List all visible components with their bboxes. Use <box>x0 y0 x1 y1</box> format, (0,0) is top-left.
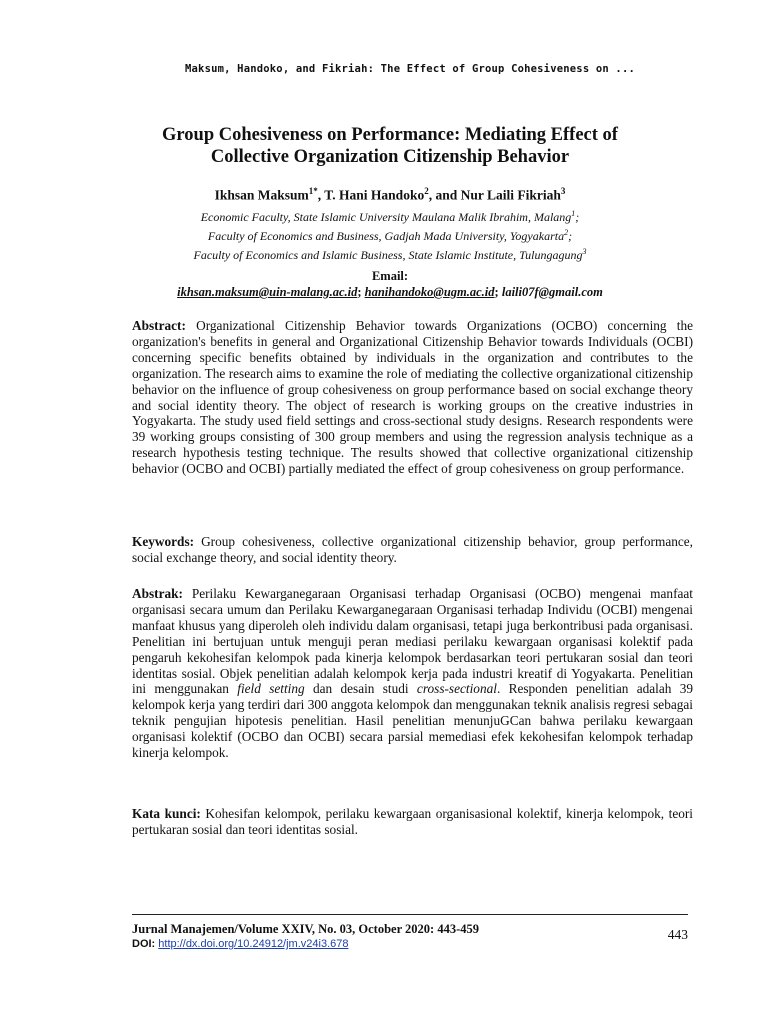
footer-divider <box>132 914 688 915</box>
email-link-2[interactable]: hanihandoko@ugm.ac.id <box>364 285 495 299</box>
email-label: Email: <box>371 269 409 283</box>
author-2-sup: 2 <box>424 186 429 196</box>
author-3: , and Nur Laili Fikriah <box>428 187 561 203</box>
abstrak-italic-2: cross-sectional <box>416 681 497 697</box>
author-2: , T. Hani Handoko <box>317 187 425 203</box>
affiliation-1-sup: 1 <box>571 209 576 218</box>
email-sep-1: ; <box>357 285 365 299</box>
abstrak-text-2: dan desain studi <box>304 681 417 697</box>
kata-kunci-label: Kata kunci: <box>132 806 201 821</box>
author-3-sup: 3 <box>560 186 566 196</box>
abstrak-label: Abstrak: <box>132 586 183 601</box>
author-1: Ikhsan Maksum <box>214 187 309 203</box>
doi-label: DOI: <box>132 938 156 950</box>
affiliation-1 <box>110 206 670 225</box>
running-head: Maksum, Handoko, and Fikriah: The Effect of Group Cohesiveness on ... <box>185 63 635 75</box>
affiliation-2 <box>110 225 670 244</box>
affiliation-1-end: ; <box>575 210 580 224</box>
affiliation-2-text: Faculty of Economics and Business, Gadjah Mada University, Yogyakarta <box>207 229 565 243</box>
title-line-1: Group Cohesiveness on Performance: Mediating Effect of <box>162 125 618 145</box>
author-list <box>110 186 670 204</box>
title-line-2: Collective Organization Citizenship Behavior <box>210 147 570 167</box>
kata-kunci-text: Kohesifan kelompok, perilaku kewargaan organisasional kolektif, kinerja kelompok, teori pertukaran sosial dan teori identitas sosial. <box>132 806 693 837</box>
keywords-label: Keywords: <box>132 534 195 549</box>
footer-journal-citation: Jurnal Manajemen/Volume XXIV, No. 03, October 2020: 443-459 <box>132 922 479 936</box>
affiliations <box>110 206 670 263</box>
footer-doi <box>132 938 348 950</box>
email-link-1[interactable]: ikhsan.maksum@uin-malang.ac.id <box>177 285 358 299</box>
paper-title <box>110 124 670 168</box>
email-link-3[interactable]: laili07f@gmail.com <box>501 285 603 299</box>
page-number: 443 <box>667 927 688 942</box>
abstrak-text-3: . Responden penelitian adalah 39 kelompok kerja yang terdiri dari 300 anggota kelompok dan menggunakan teknik analisis regresi sebagai teknik pengujian hipotesis penelitian. Hasil penelitian menunjuGCan bahwa perilaku kewargaan organisasi kolektif (OCBO dan OCBI) secara parsial memediasi efek kekohesifan kelompok terhadap kinerja kelompok. <box>132 681 694 761</box>
affiliation-3-sup: 3 <box>582 247 587 256</box>
keywords-paragraph <box>132 534 693 566</box>
email-addresses <box>110 284 670 300</box>
abstrak-italic-1: field setting <box>237 681 305 697</box>
affiliation-2-end: ; <box>568 229 573 243</box>
abstrak-text-1: Perilaku Kewarganegaraan Organisasi terhadap Organisasi (OCBO) mengenai manfaat organisasi secara umum dan Perilaku Kewarganegaraan Organisasi terhadap Individu (OCBI) mengenai manfaat khusus yang diperoleh oleh individu dalam organisasi, tetapi juga berkontribusi pada organisasi. Penelitian ini bertujuan untuk menguji peran mediasi perilaku kewargaan organisasi kolektif pada pengaruh kekohesifan kelompok pada kinerja kelompok berdasarkan teori pertukaran sosial dan teori identitas sosial. Objek penelitian adalah kelompok kerja pada industri kreatif di Yogyakarta. Penelitian ini menggunakan <box>132 586 693 697</box>
keywords-text: Group cohesiveness, collective organizational citizenship behavior, group performance, social exchange theory, and social identity theory. <box>132 534 693 565</box>
affiliation-2-sup: 2 <box>564 228 569 237</box>
kata-kunci-paragraph <box>132 806 693 838</box>
affiliation-3 <box>110 244 670 263</box>
doi-link[interactable]: http://dx.doi.org/10.24912/jm.v24i3.678 <box>158 938 349 950</box>
abstract-paragraph <box>132 318 693 477</box>
author-1-sup: 1* <box>308 186 318 196</box>
affiliation-3-text: Faculty of Economics and Islamic Business, State Islamic Institute, Tulungagung <box>193 248 583 262</box>
email-sep-2: ; <box>494 285 502 299</box>
affiliation-1-text: Economic Faculty, State Islamic University Maulana Malik Ibrahim, Malang <box>200 210 572 224</box>
abstract-text: Organizational Citizenship Behavior towards Organizations (OCBO) concerning the organization's benefits in general and Organizational Citizenship Behavior towards Individuals (OCBI) concerning specific benefits obtained by individuals in the organization and contributes to the organization. The research aims to examine the role of mediating the collective organizational citizenship behavior on the influence of group cohesiveness on group performance based on social exchange theory and social identity theory. The object of research is working groups on the creative industries in Yogyakarta. The study used field settings and cross-sectional study designs. Research respondents were 39 working groups consisting of 300 group members and using the regression analysis technique as a research hypothesis testing technique. The results showed that collective organizational citizenship behavior (OCBO and OCBI) partially mediated the effect of group cohesiveness on group performance. <box>132 318 693 477</box>
abstrak-paragraph <box>132 586 693 761</box>
email-block <box>110 268 670 300</box>
abstract-label: Abstract: <box>132 318 186 333</box>
